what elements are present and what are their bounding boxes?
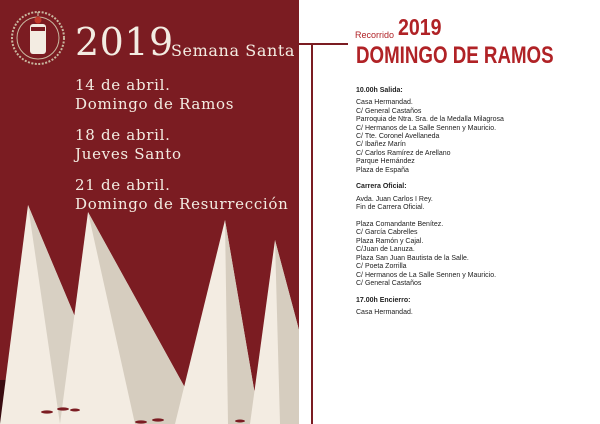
route-item: Fin de Carrera Oficial. — [356, 204, 425, 212]
cover-panel — [0, 0, 299, 424]
route-item: Casa Hermandad. — [356, 99, 413, 107]
route-item: C/ General Castaños — [356, 107, 422, 115]
route-item: Parque Hernández — [356, 158, 415, 166]
date-block — [75, 176, 289, 214]
route-item: Plaza de España — [356, 166, 409, 174]
date-day: 14 de abril. — [75, 76, 171, 94]
route-item: C/ Hermanos de La Salle Sennen y Mauricio. — [356, 124, 497, 132]
route-item: Parroquia de Ntra. Sra. de la Medalla Milagrosa — [356, 116, 504, 124]
route-item: Plaza Comandante Benítez. — [356, 221, 444, 229]
route-item: C/ General Castaños — [356, 279, 422, 287]
date-name: Domingo de Ramos — [75, 95, 235, 113]
route-list — [356, 87, 596, 318]
date-day: 21 de abril. — [75, 176, 171, 194]
recorrido-title: DOMINGO DE RAMOS — [356, 42, 554, 69]
route-item: Avda. Juan Carlos I Rey. — [356, 195, 433, 203]
date-block — [75, 76, 234, 114]
cover-subtitle: Semana Santa — [171, 41, 296, 60]
cover-year: 2019 — [75, 20, 174, 64]
route-item: Casa Hermandad. — [356, 309, 413, 317]
date-name: Domingo de Resurrección — [75, 195, 289, 213]
brotherhood-emblem-icon — [10, 10, 66, 66]
encierro-header: 17.00h Encierro: — [356, 296, 411, 304]
recorrido-year: 2019 — [398, 14, 442, 40]
recorrido-label: Recorrido — [355, 30, 395, 40]
route-item: C/ Poeta Zorrilla — [356, 263, 407, 271]
route-item: Plaza San Juan Bautista de la Salle. — [356, 254, 469, 262]
route-item: Plaza Ramón y Cajal. — [356, 237, 424, 245]
route-item: C/ Ibañez Marín — [356, 141, 406, 149]
date-day: 18 de abril. — [75, 126, 171, 144]
route-item: C/Juan de Lanuza. — [356, 246, 415, 254]
carrera-header: Carrera Oficial: — [356, 183, 407, 191]
date-block — [75, 126, 182, 164]
date-name: Jueves Santo — [75, 145, 182, 163]
route-item: C/ Tte. Coronel Avellaneda — [356, 133, 440, 141]
route-item: C/ Carlos Ramírez de Arellano — [356, 149, 451, 157]
route-item: C/ Hermanos de La Salle Sennen y Mauricio. — [356, 271, 497, 279]
divider-connector — [298, 43, 348, 45]
route-item: C/ García Cabrelles — [356, 229, 418, 237]
salida-header: 10.00h Salida: — [356, 87, 403, 94]
divider-line — [311, 44, 313, 424]
